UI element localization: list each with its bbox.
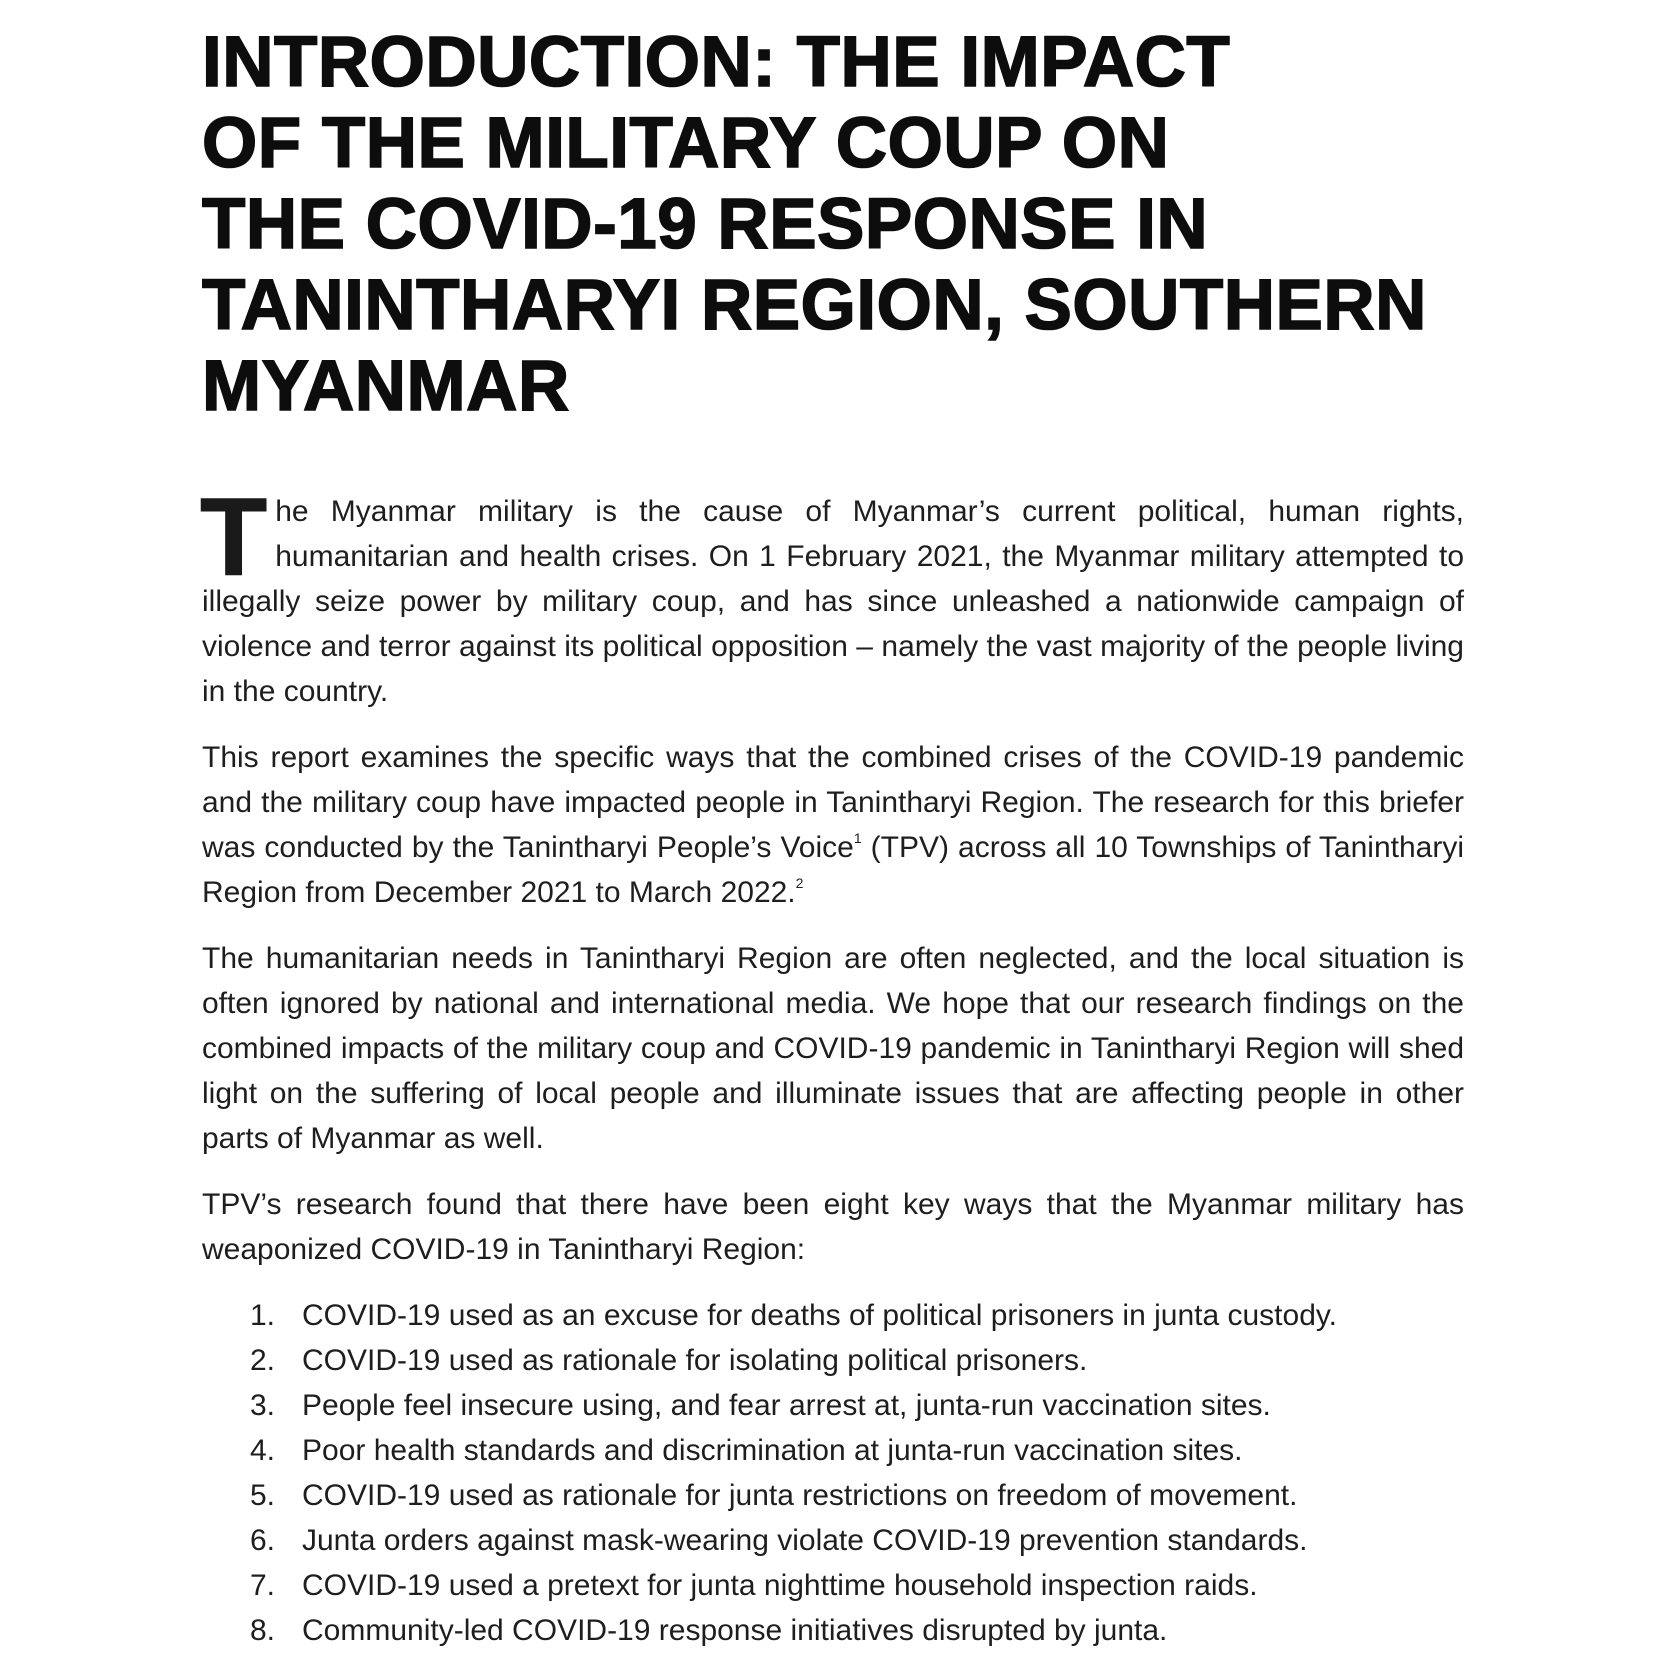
document-page: [202, 22, 1464, 1653]
body-text: [200, 476, 1464, 1653]
list-item: [202, 1428, 1464, 1473]
list-number: 1.: [250, 1299, 276, 1332]
list-number: 3.: [250, 1389, 276, 1422]
title-line: OF THE MILITARY COUP ON: [202, 104, 1170, 183]
list-item-text: People feel insecure using, and fear arrest at, junta-run vaccination sites.: [302, 1389, 1271, 1422]
list-item: [202, 1563, 1464, 1608]
title-line: INTRODUCTION: THE IMPACT: [202, 23, 1231, 102]
list-number: 7.: [250, 1569, 276, 1602]
paragraph-text: TPV’s research found that there have been eight key ways that the Myanmar military has weaponized COVID-19 in Tanintharyi Region:: [202, 1188, 1464, 1266]
humanitarian-needs-paragraph: [202, 936, 1464, 1161]
list-item: [202, 1518, 1464, 1563]
list-item-text: COVID-19 used a pretext for junta nighttime household inspection raids.: [302, 1569, 1258, 1602]
findings-list: [202, 1293, 1464, 1653]
list-number: 6.: [250, 1524, 276, 1557]
report-scope-paragraph: [202, 735, 1464, 915]
list-number: 2.: [250, 1344, 276, 1377]
paragraph-text: The humanitarian needs in Tanintharyi Region are often neglected, and the local situation is often ignored by national and international media. We hope that our research findings on the combined impacts of the military coup and COVID-19 pandemic in Tanintharyi Region will shed light on the suffering of local people and illuminate issues that are affecting people in other parts of Myanmar as well.: [202, 942, 1464, 1155]
list-item-text: COVID-19 used as rationale for isolating political prisoners.: [302, 1344, 1088, 1377]
list-item-text: Poor health standards and discrimination at junta-run vaccination sites.: [302, 1434, 1243, 1467]
title-line: THE COVID-19 RESPONSE IN: [202, 185, 1209, 264]
list-item-text: COVID-19 used as an excuse for deaths of political prisoners in junta custody.: [302, 1299, 1337, 1332]
list-item: [202, 1473, 1464, 1518]
list-number: 8.: [250, 1614, 276, 1647]
paragraph-text: This report examines the specific ways that the combined crises of the COVID-19 pandemic and the military coup have impacted people in Tanintharyi Region. The research for this briefer was conducted by the Tanintharyi People’s Voice: [202, 741, 1464, 864]
drop-cap: T: [200, 476, 268, 599]
list-item-text: COVID-19 used as rationale for junta restrictions on freedom of movement.: [302, 1479, 1298, 1512]
list-number: 4.: [250, 1434, 276, 1467]
page-title: [202, 22, 1464, 427]
intro-paragraph: [200, 476, 1464, 714]
title-line: MYANMAR: [202, 347, 570, 426]
paragraph-text: he Myanmar military is the cause of Myanmar’s current political, human rights, humanitarian and health crises. On 1 February 2021, the Myanmar military attempted to illegally seize power by military coup, and has since unleashed a nationwide campaign of violence and terror against its political opposition – namely the vast majority of the people living in the country.: [202, 495, 1464, 708]
footnote-marker[interactable]: 1: [853, 830, 862, 846]
list-item: [202, 1293, 1464, 1338]
list-item: [202, 1383, 1464, 1428]
list-item: [202, 1338, 1464, 1383]
list-item-text: Junta orders against mask-wearing violate COVID-19 prevention standards.: [302, 1524, 1308, 1557]
footnote-marker[interactable]: 2: [795, 875, 804, 891]
paragraph-text: (TPV) across all 10 Townships of Tanintharyi Region from December 2021 to March 2022.: [202, 831, 1464, 909]
findings-intro-paragraph: [202, 1182, 1464, 1272]
list-number: 5.: [250, 1479, 276, 1512]
list-item-text: Community-led COVID-19 response initiatives disrupted by junta.: [302, 1614, 1168, 1647]
title-line: TANINTHARYI REGION, SOUTHERN: [202, 266, 1427, 345]
